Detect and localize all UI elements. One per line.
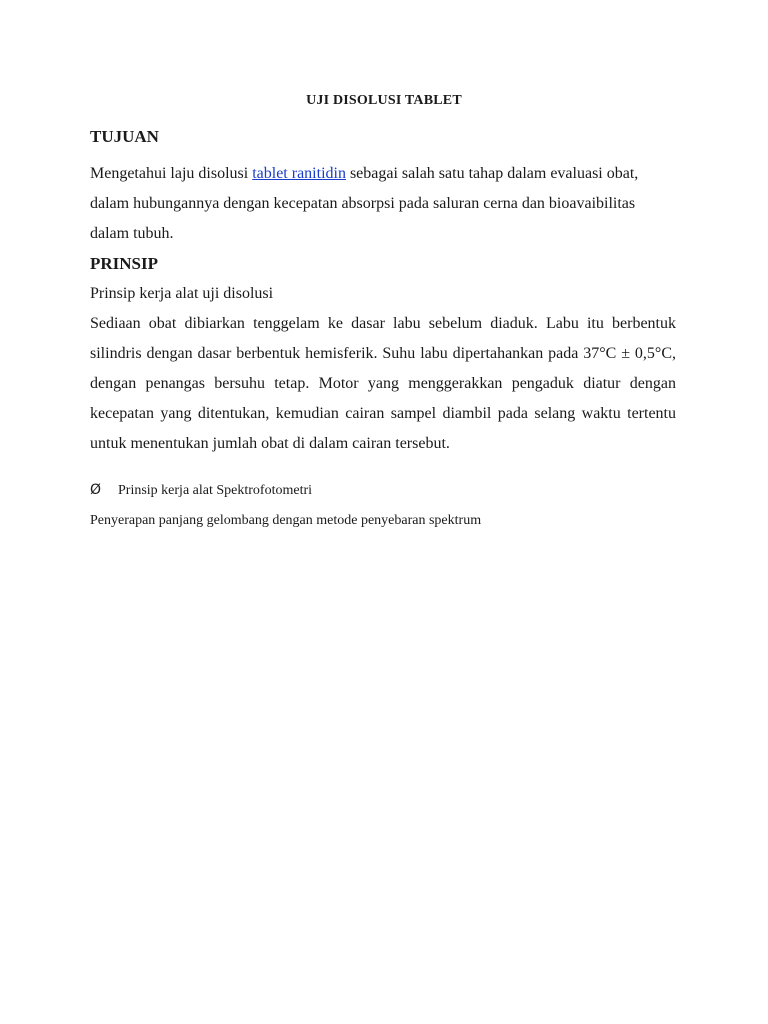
tujuan-text-before-link: Mengetahui laju disolusi [90, 165, 253, 182]
empty-set-bullet-icon: Ø [90, 482, 102, 498]
tujuan-text-after-link: sebagai salah satu tahap dalam evaluasi obat, dalam hubungannya dengan kecepatan absorpsi pada saluran cerna dan bioavaibilitas dalam tubuh. [90, 165, 639, 242]
ranitidine-tablet-link[interactable]: tablet ranitidin [252, 165, 346, 182]
document-title: UJI DISOLUSI TABLET [306, 93, 462, 108]
prinsip-body-paragraph: Sediaan obat dibiarkan tenggelam ke dasar labu sebelum diaduk. Labu itu berbentuk silindris dengan dasar berbentuk hemisferik. Suhu labu dipertahankan pada 37°C ± 0,5°C, dengan penangas bersuhu tetap. Motor yang menggerakkan pengaduk diatur dengan kecepatan yang ditentukan, kemudian cairan sampel diambil pada selang waktu tertentu untuk menentukan jumlah obat di dalam cairan tersebut. [90, 315, 676, 452]
tujuan-paragraph [90, 159, 676, 249]
prinsip-subheading: Prinsip kerja alat uji disolusi [90, 285, 274, 302]
bullet-item [90, 480, 312, 501]
closing-paragraph: Penyerapan panjang gelombang dengan metode penyebaran spektrum [90, 513, 482, 528]
section-heading-prinsip: PRINSIP [90, 254, 159, 273]
bullet-item-text: Prinsip kerja alat Spektrofotometri [118, 483, 313, 498]
section-heading-tujuan: TUJUAN [90, 127, 159, 146]
